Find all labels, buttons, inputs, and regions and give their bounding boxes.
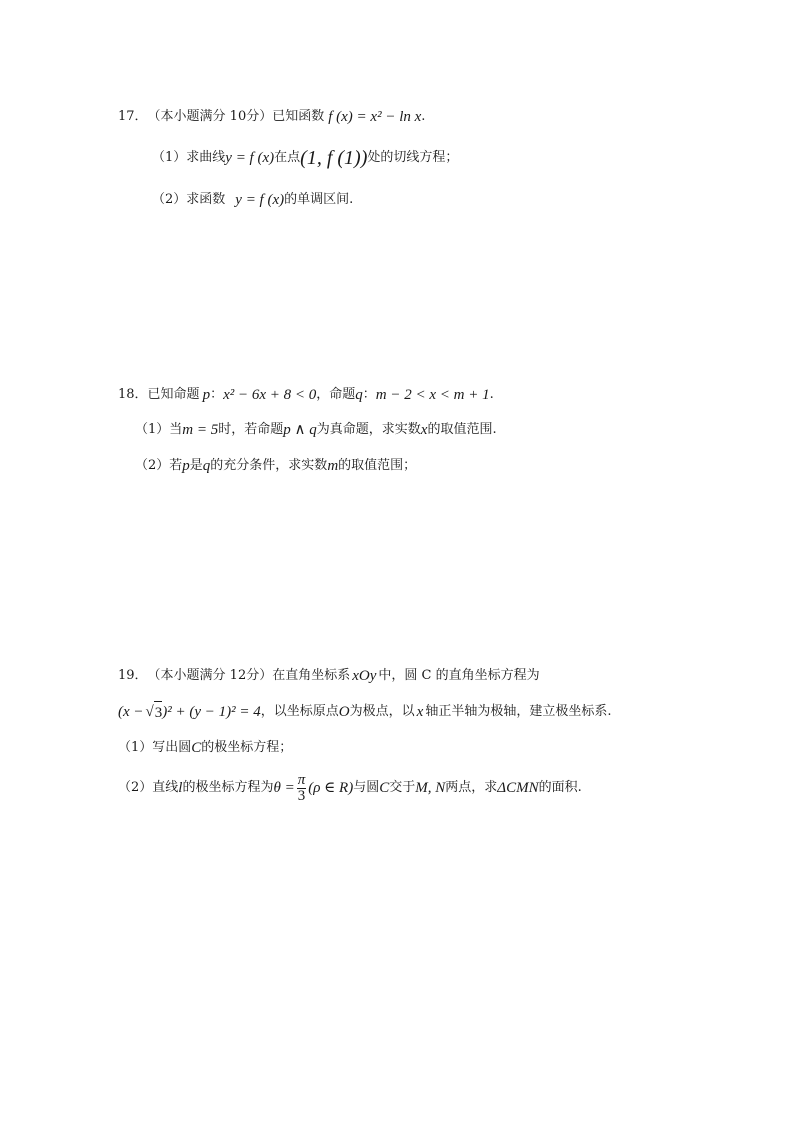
problem-18-q-expression: m − 2 < x < m + 1 [375, 387, 490, 403]
problem-18-stem [118, 384, 494, 406]
problem-18-part-2-m: m [327, 458, 339, 474]
problem-18-part-1-var: x [420, 422, 428, 438]
problem-18-part-1-suffix: 的取值范围. [427, 422, 497, 437]
problem-19-intro: （本小题满分 12分）在直角坐标系 [147, 668, 351, 683]
problem-17-function: f (x) = x² − ln x [328, 109, 422, 125]
problem-17-end: . [421, 109, 426, 124]
problem-19-part-1 [118, 737, 292, 759]
problem-19-equation-suffix-a: ，以坐标原点 [260, 704, 339, 719]
problem-19-number: 19． [118, 668, 148, 683]
problem-18-part-2-p: p [182, 458, 190, 474]
problem-17-part-1-suffix: 处的切线方程； [367, 150, 459, 165]
problem-18-p-expression: x² − 6x + 8 < 0 [223, 387, 317, 403]
problem-17-part-2-function: y = f (x) [235, 192, 285, 208]
problem-18-part-2-prefix: （2）若 [135, 458, 183, 473]
problem-18-mid: ，命题 [316, 387, 356, 402]
problem-17-part-2-prefix: （2）求函数 [152, 192, 226, 207]
problem-18-part-1-mid: 时，若命题 [218, 422, 284, 437]
problem-17-number: 17． [118, 109, 148, 124]
problem-19-part-2-circle: C [379, 780, 390, 796]
problem-18-part-2-q: q [202, 458, 211, 474]
problem-19-part-2-prefix: （2）直线 [118, 780, 179, 795]
problem-17-part-1 [152, 147, 458, 169]
problem-19-equation-part-b: )² + (y − 1)² = 4 [162, 704, 261, 720]
problem-19-intro-2: 中，圆 C 的直角坐标方程为 [378, 668, 540, 683]
problem-19-part-2-theta: θ = [273, 780, 295, 796]
problem-17-intro: （本小题满分 10分）已知函数 [147, 109, 325, 124]
problem-17-part-1-mid: 在点 [274, 150, 301, 165]
problem-19-equation-part-a: (x − [118, 704, 144, 720]
problem-18-end: . [489, 387, 494, 402]
problem-19-origin: O [338, 704, 350, 720]
problem-18-p-var: p [202, 387, 211, 403]
problem-19-part-2 [118, 770, 582, 806]
problem-17-stem [118, 106, 425, 128]
problem-19-sqrt-radicand: 3 [154, 701, 163, 724]
problem-19-part-1-circle: C [191, 740, 202, 756]
problem-19-part-2-points: M, N [415, 780, 446, 796]
problem-17-part-2-suffix: 的单调区间. [284, 192, 354, 207]
problem-17-part-1-prefix: （1）求曲线 [152, 150, 226, 165]
problem-19-part-2-suffix: 的面积. [538, 780, 582, 795]
problem-18-number: 18． [118, 387, 148, 402]
problem-18-part-1-prefix: （1）当 [135, 422, 183, 437]
problem-17-part-1-curve: y = f (x) [225, 150, 275, 166]
problem-19-part-2-range: (ρ ∈ R) [308, 780, 354, 796]
problem-18-part-2-mid-2: 的充分条件，求实数 [210, 458, 328, 473]
problem-17-part-2 [152, 189, 353, 211]
problem-19-part-2-numerator: π [297, 771, 306, 788]
problem-19-part-2-line: l [178, 780, 183, 796]
problem-19-part-2-denominator: 3 [297, 787, 306, 804]
problem-19-equation-line [118, 701, 611, 723]
problem-19-part-1-prefix: （1）写出圆 [118, 740, 192, 755]
problem-19-equation-suffix-b: 为极点，以 [349, 704, 415, 719]
problem-19-sqrt-sign: √ [145, 704, 154, 720]
problem-19-part-1-suffix: 的极坐标方程； [201, 740, 293, 755]
problem-18-part-2-mid: 是 [189, 458, 203, 473]
problem-18-intro: 已知命题 [147, 387, 200, 402]
problem-18-q-var: q [355, 387, 363, 403]
problem-17-part-1-point: (1, f (1)) [300, 147, 368, 169]
problem-18-part-2 [135, 455, 416, 477]
problem-19-part-2-triangle: ΔCMN [497, 780, 539, 796]
problem-19-coordinate-system: xOy [352, 668, 377, 684]
problem-19-part-2-fraction [297, 773, 307, 804]
problem-19-part-2-mid-2: 与圆 [353, 780, 380, 795]
problem-18-part-1-logic: p ∧ q [283, 422, 317, 438]
problem-19-stem [118, 665, 540, 687]
problem-18-part-2-suffix: 的取值范围； [338, 458, 417, 473]
problem-19-x-axis: x [416, 704, 424, 720]
problem-19-part-2-mid-4: 两点，求 [445, 780, 498, 795]
problem-19-part-2-mid: 的极坐标方程为 [182, 780, 274, 795]
problem-19-part-2-mid-3: 交于 [389, 780, 416, 795]
problem-18-part-1-condition: m = 5 [182, 422, 219, 438]
problem-18-colon-1: ： [210, 387, 224, 402]
problem-18-colon-2: ： [362, 387, 376, 402]
problem-18-part-1 [135, 419, 497, 441]
problem-18-part-1-mid-2: 为真命题，求实数 [316, 422, 421, 437]
problem-19-equation-suffix-c: 轴正半轴为极轴，建立极坐标系. [425, 704, 612, 719]
